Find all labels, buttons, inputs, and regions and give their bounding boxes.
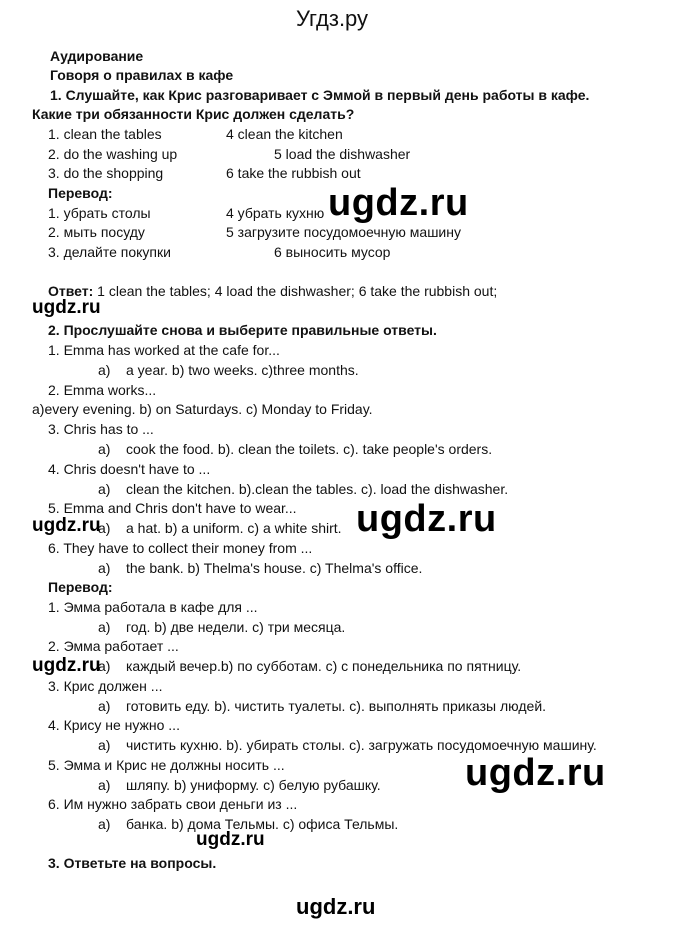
task2-translation-question: 6. Им нужно забрать свои деньги из ... — [48, 796, 298, 812]
task2-translation-marker: a) — [98, 658, 111, 674]
task2-answer-options: a year. b) two weeks. c)three months. — [126, 362, 359, 378]
task2-question: 4. Chris doesn't have to ... — [48, 461, 211, 477]
task2-question: 1. Emma has worked at the cafe for... — [48, 342, 280, 358]
task1-translation-right: 4 убрать кухню — [226, 205, 325, 221]
task2-translation-question: 3. Крис должен ... — [48, 678, 163, 694]
section-subtitle: Говоря о правилах в кафе — [50, 67, 234, 83]
task2-answer-options: a)every evening. b) on Saturdays. c) Monday to Friday. — [32, 401, 373, 417]
task1-answer-text: 1 clean the tables; 4 load the dishwasher; 6 take the rubbish out; — [93, 283, 498, 299]
task2-answer-marker: a) — [98, 481, 111, 497]
task2-answer-options: the bank. b) Thelma's house. c) Thelma's office. — [126, 560, 423, 576]
task3-prompt: 3. Ответьте на вопросы. — [48, 855, 217, 871]
task2-translation-options: год. b) две недели. c) три месяца. — [126, 619, 346, 635]
task1-translation-left: 2. мыть посуду — [48, 224, 145, 240]
task2-question: 3. Chris has to ... — [48, 421, 154, 437]
task2-answer-marker: a) — [98, 362, 111, 378]
task1-answer-label: Ответ: — [48, 283, 94, 299]
task1-translation-right: 6 выносить мусор — [274, 244, 391, 260]
watermark-small: ugdz.ru — [32, 297, 101, 318]
task2-translation-marker: a) — [98, 816, 111, 832]
task2-question: 6. They have to collect their money from ... — [48, 540, 313, 556]
task1-prompt-line2: Какие три обязанности Крис должен сделать? — [32, 106, 355, 122]
task2-translation-question: 1. Эмма работала в кафе для ... — [48, 599, 258, 615]
site-title: Угдз.ру — [296, 6, 369, 31]
task2-question: 5. Emma and Chris don't have to wear... — [48, 500, 297, 516]
task2-translation-options: шляпу. b) униформу. c) белую рубашку. — [126, 777, 381, 793]
task1-item-left: 3. do the shopping — [48, 165, 164, 181]
watermark-large: ugdz.ru — [465, 752, 606, 794]
task1-item-left: 1. clean the tables — [48, 126, 162, 142]
task2-translation-label: Перевод: — [48, 579, 113, 595]
task1-item-right: 5 load the dishwasher — [274, 146, 411, 162]
task1-translation-left: 1. убрать столы — [48, 205, 151, 221]
task2-translation-marker: a) — [98, 737, 111, 753]
task2-translation-marker: a) — [98, 698, 111, 714]
watermark-small: ugdz.ru — [196, 829, 265, 850]
task2-translation-options: готовить еду. b). чистить туалеты. c). выполнять приказы людей. — [126, 698, 547, 714]
task2-answer-marker: a) — [98, 560, 111, 576]
footer-watermark: ugdz.ru — [296, 894, 376, 919]
task2-answer-options: clean the kitchen. b).clean the tables. c). load the dishwasher. — [126, 481, 509, 497]
task1-item-right: 4 clean the kitchen — [226, 126, 343, 142]
watermark-large: ugdz.ru — [328, 182, 469, 224]
watermark-large: ugdz.ru — [356, 498, 497, 540]
task1-item-left: 2. do the washing up — [48, 146, 178, 162]
task2-translation-question: 2. Эмма работает ... — [48, 638, 179, 654]
task2-translation-marker: a) — [98, 777, 111, 793]
task2-translation-options: чистить кухню. b). убирать столы. c). загружать посудомоечную машину. — [126, 737, 597, 753]
task2-translation-question: 5. Эмма и Крис не должны носить ... — [48, 757, 285, 773]
task2-translation-options: каждый вечер.b) по субботам. c) с понедельника по пятницу. — [126, 658, 522, 674]
task2-answer-options: a hat. b) a uniform. c) a white shirt. — [126, 520, 342, 536]
task2-question: 2. Emma works... — [48, 382, 157, 398]
section-title: Аудирование — [50, 48, 144, 64]
watermark-small: ugdz.ru — [32, 515, 101, 536]
task1-translation-left: 3. делайте покупки — [48, 244, 171, 260]
task2-answer-marker: a) — [98, 441, 111, 457]
task2-translation-question: 4. Крису не нужно ... — [48, 717, 180, 733]
task1-translation-label: Перевод: — [48, 185, 113, 201]
task1-translation-right: 5 загрузите посудомоечную машину — [226, 224, 461, 240]
task2-answer-options: cook the food. b). clean the toilets. c). take people's orders. — [126, 441, 493, 457]
task1-prompt-line1: 1. Слушайте, как Крис разговаривает с Эммой в первый день работы в кафе. — [50, 87, 590, 103]
task2-answer-marker: a) — [98, 520, 111, 536]
task2-prompt: 2. Прослушайте снова и выберите правильные ответы. — [48, 322, 437, 338]
watermark-small: ugdz.ru — [32, 655, 101, 676]
task2-translation-marker: a) — [98, 619, 111, 635]
task2-translation-options: банка. b) дома Тельмы. c) офиса Тельмы. — [126, 816, 399, 832]
task1-item-right: 6 take the rubbish out — [226, 165, 361, 181]
task1-answer — [48, 283, 497, 300]
